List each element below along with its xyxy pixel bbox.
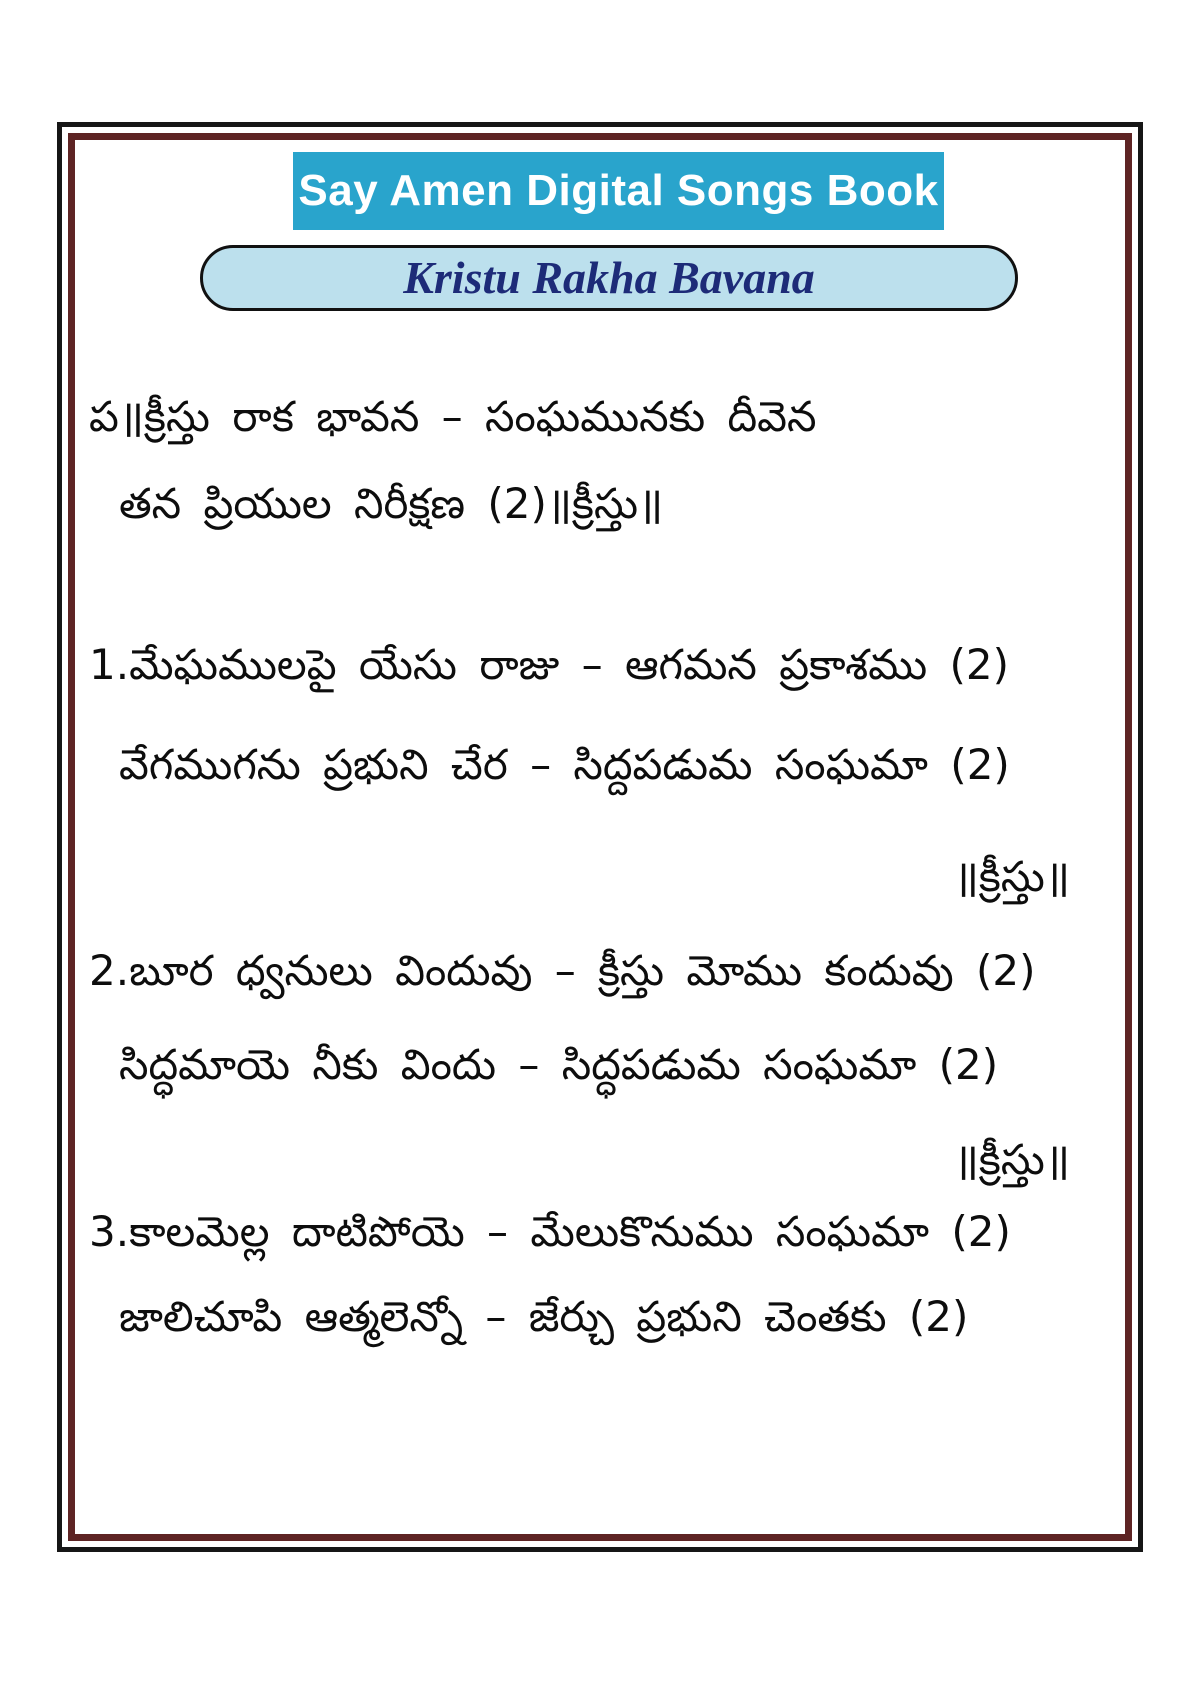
lyric-line-stanza1: 1.మేఘములపై యేసు రాజు – ఆగమన ప్రకాశము (2) (89, 640, 1010, 689)
lyric-line-pallavi-cont: తన ప్రియుల నిరీక్షణ (2)॥క్రీస్తు॥ (119, 479, 664, 528)
book-banner: Say Amen Digital Songs Book (293, 152, 944, 230)
decorative-outer-frame (57, 122, 1143, 1552)
lyric-line-pallavi: ప॥క్రీస్తు రాక భావన – సంఘమునకు దీవెన (89, 392, 817, 441)
chorus-marker: ॥క్రీస్తు॥ (953, 852, 1070, 901)
chorus-marker: ॥క్రీస్తు॥ (953, 1135, 1070, 1184)
lyric-line-stanza2-cont: సిద్ధమాయె నీకు విందు – సిద్ధపడుమ సంఘమా (2) (119, 1040, 999, 1089)
lyric-line-stanza3-cont: జాలిచూపి ఆత్మలెన్నో – జేర్చు ప్రభుని చెంతకు (2) (119, 1292, 969, 1341)
song-title: Kristu Rakha Bavana (403, 252, 815, 303)
lyric-line-stanza3: 3.కాలమెల్ల దాటిపోయె – మేలుకొనుము సంఘమా (2) (89, 1207, 1011, 1256)
decorative-inner-frame (68, 133, 1132, 1541)
lyric-line-stanza2: 2.బూర ధ్వనులు విందువు – క్రీస్తు మోము కందువు (2) (89, 946, 1036, 995)
lyric-line-stanza1-cont: వేగముగను ప్రభుని చేర – సిద్దపడుమ సంఘమా (2) (119, 740, 1010, 789)
lyrics-block (75, 140, 1125, 1534)
